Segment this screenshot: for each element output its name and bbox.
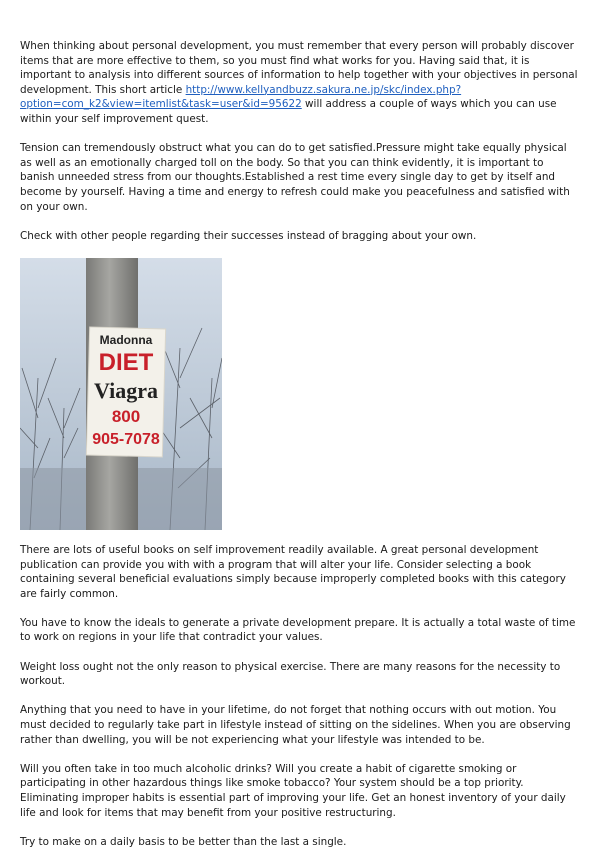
- sign-line-800: 800: [111, 406, 141, 426]
- sign-line-phone: 905-7078: [92, 430, 160, 448]
- article-link[interactable]: http://www.kellyandbuzz.sakura.ne.jp/skc/index.php?option=com_k2&view=itemlist&task=user&id=95622: [20, 83, 462, 111]
- article-body: [20, 39, 580, 864]
- paragraph-ideals: You have to know the ideals to generate a private development prepare. It is actually a total waste of time to work on regions in your life that contradict your values.: [20, 616, 576, 644]
- paragraph-intro-tail: will address a couple of ways which you can use within your self improvement quest.: [20, 98, 557, 125]
- pole-sign-photo: [20, 258, 222, 530]
- sign-line-viagra: Viagra: [94, 377, 158, 403]
- paragraph-motion: Anything that you need to have in your lifetime, do not forget that nothing occurs with out motion. You must decided to regularly take part in lifestyle instead of sitting on the sidelines. When you are observing rather than dwelling, you will be not experiencing what your lifestyle was intended to be.: [20, 704, 571, 746]
- paragraph-daily: Try to make on a daily basis to be better than the last a single.: [20, 835, 347, 848]
- paragraph-tension: Tension can tremendously obstruct what you can do to get satisfied.Pressure might take equally physical as well as an emotionally charged toll on the body. So that you can think evidently, it is important to banish unneeded stress from our thoughts.Established a rest time every single day to get by itself and become by yourself. Having a time and energy to refresh could make you peacefulness and satisfied with on your own.: [20, 142, 570, 213]
- paragraph-intro-text: When thinking about personal development, you must remember that every person will probably discover items that are more effective to them, so you must find what works for you. Having said that, it is important to analysis into different sources of information to help together with your objectives in personal development. This short article: [20, 40, 578, 96]
- paragraph-check-others: Check with other people regarding their successes instead of bragging about your own.: [20, 229, 477, 242]
- paragraph-books: There are lots of useful books on self improvement readily available. A great personal development publication can provide you with with a program that will alter your life. Consider selecting a book containing several beneficial evaluations simply because improperly completed books with this category are fairly common.: [20, 543, 566, 600]
- sign-line-diet: DIET: [98, 348, 154, 376]
- paragraph-intro: [20, 39, 580, 127]
- paragraph-habits: Will you often take in too much alcoholic drinks? Will you create a habit of cigarette smoking or participating in other hazardous things like smoke tobacco? Your system should be a top priority. Eliminating improper habits is essential part of improving your life. Get an honest inventory of your daily life and look for items that may benefit from your positive restructuring.: [20, 762, 566, 819]
- sign-line-madonna: Madonna: [99, 332, 153, 347]
- paragraph-weight-loss: Weight loss ought not the only reason to physical exercise. There are many reasons for the necessity to workout.: [20, 660, 561, 688]
